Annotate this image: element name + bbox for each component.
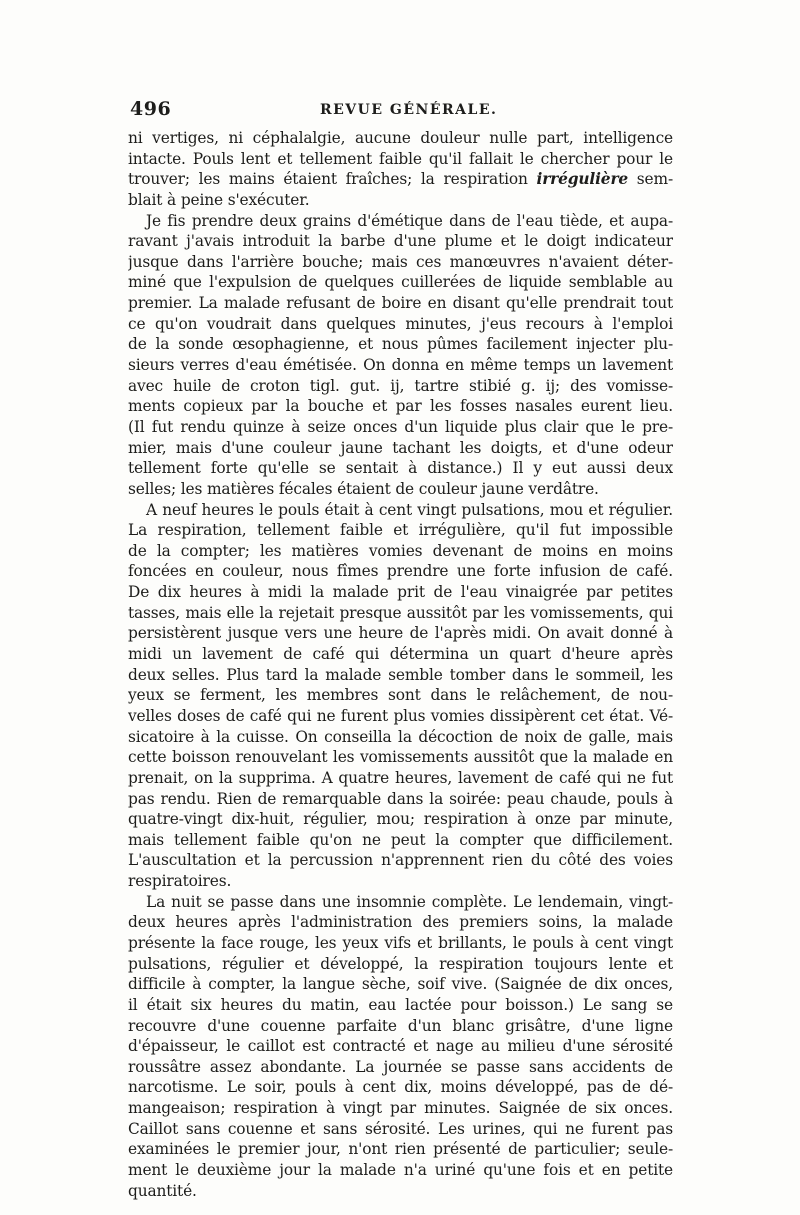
text-line-content: respiratoires. bbox=[128, 872, 232, 891]
running-head: REVUE GÉNÉRALE. bbox=[320, 102, 498, 118]
text-line-content: blait à peine s'exécuter. bbox=[128, 190, 310, 209]
text-line-content: mais tellement faible qu'on ne peut la compter que difficilement. bbox=[128, 830, 673, 849]
text-line-content: ments copieux par la bouche et par les fosses nasales eurent lieu. bbox=[128, 397, 673, 416]
text-line-content: d'épaisseur, le caillot est contracté et nage au milieu d'une sérosité bbox=[128, 1037, 673, 1056]
text-line bbox=[128, 603, 673, 624]
text-line bbox=[128, 809, 673, 830]
text-line bbox=[128, 438, 673, 459]
text-line bbox=[128, 665, 673, 686]
text-line-content: pas rendu. Rien de remarquable dans la soirée: peau chaude, pouls à bbox=[128, 789, 673, 808]
text-line bbox=[128, 128, 673, 149]
text-line bbox=[128, 912, 673, 933]
text-line bbox=[128, 1057, 673, 1078]
text-line bbox=[128, 768, 673, 789]
text-line-content: il était six heures du matin, eau lactée pour boisson.) Le sang se bbox=[128, 995, 673, 1014]
text-line bbox=[128, 850, 673, 871]
text-line bbox=[128, 541, 673, 562]
text-line-content: velles doses de café qui ne furent plus vomies dissipèrent cet état. Vé- bbox=[128, 706, 673, 725]
text-line-content: De dix heures à midi la malade prit de l'eau vinaigrée par petites bbox=[128, 583, 673, 602]
text-line-content: quatre-vingt dix-huit, régulier, mou; respiration à onze par minute, bbox=[128, 810, 673, 829]
text-line-content: (Il fut rendu quinze à seize onces d'un liquide plus clair que le pre- bbox=[128, 417, 673, 436]
text-line bbox=[128, 747, 673, 768]
text-line-content: premier. La malade refusant de boire en disant qu'elle prendrait tout bbox=[128, 294, 673, 313]
text-line bbox=[128, 190, 673, 211]
text-line-content: prenait, on la supprima. A quatre heures, lavement de café qui ne fut bbox=[128, 768, 673, 787]
text-line bbox=[128, 417, 673, 438]
text-line bbox=[128, 561, 673, 582]
text-line-content: pulsations, régulier et développé, la respiration toujours lente et bbox=[128, 954, 673, 973]
text-line bbox=[128, 1181, 673, 1202]
text-line-content: difficile à compter, la langue sèche, soif vive. (Saignée de dix onces, bbox=[128, 975, 673, 994]
italic-emphasis: irrégulière bbox=[536, 170, 629, 189]
text-line-content: ravant j'avais introduit la barbe d'une plume et le doigt indicateur bbox=[128, 232, 673, 251]
text-line bbox=[128, 706, 673, 727]
text-line bbox=[128, 293, 673, 314]
text-line bbox=[128, 789, 673, 810]
text-line bbox=[128, 458, 673, 479]
text-line bbox=[128, 933, 673, 954]
text-line-content: midi un lavement de café qui détermina un quart d'heure après bbox=[128, 645, 673, 664]
text-line bbox=[128, 644, 673, 665]
text-line bbox=[128, 396, 673, 417]
text-line bbox=[128, 355, 673, 376]
text-line bbox=[128, 314, 673, 335]
page-number: 496 bbox=[130, 98, 172, 120]
text-line bbox=[128, 231, 673, 252]
text-line bbox=[128, 479, 673, 500]
text-line bbox=[128, 169, 673, 190]
text-line bbox=[128, 252, 673, 273]
text-line-content: ment le deuxième jour la malade n'a uriné qu'une fois et en petite bbox=[128, 1161, 673, 1180]
body-text bbox=[128, 128, 673, 1201]
text-line-content: recouvre d'une couenne parfaite d'un blanc grisâtre, d'une ligne bbox=[128, 1016, 673, 1035]
text-line-content: persistèrent jusque vers une heure de l'après midi. On avait donné à bbox=[128, 624, 673, 643]
text-line bbox=[128, 1160, 673, 1181]
text-line bbox=[128, 727, 673, 748]
text-line bbox=[128, 582, 673, 603]
text-line bbox=[128, 974, 673, 995]
text-line-content: examinées le premier jour, n'ont rien présenté de particulier; seule- bbox=[128, 1140, 673, 1159]
text-line-content: ce qu'on voudrait dans quelques minutes, j'eus recours à l'emploi bbox=[128, 314, 673, 333]
text-line bbox=[128, 500, 673, 521]
text-line-content: tellement forte qu'elle se sentait à distance.) Il y eut aussi deux bbox=[128, 459, 673, 478]
text-line-content: narcotisme. Le soir, pouls à cent dix, moins développé, pas de dé- bbox=[128, 1078, 673, 1097]
text-line-content: cette boisson renouvelant les vomissements aussitôt que la malade en bbox=[128, 748, 673, 767]
text-line-content: miné que l'expulsion de quelques cuillerées de liquide semblable au bbox=[128, 273, 673, 292]
text-line-content: yeux se ferment, les membres sont dans le relâchement, de nou- bbox=[128, 686, 673, 705]
text-line bbox=[128, 149, 673, 170]
text-line-content: sicatoire à la cuisse. On conseilla la décoction de noix de galle, mais bbox=[128, 727, 673, 746]
text-line-content: L'auscultation et la percussion n'apprennent rien du côté des voies bbox=[128, 851, 673, 870]
text-line bbox=[128, 376, 673, 397]
text-line-content: Je fis prendre deux grains d'émétique dans de l'eau tiède, et aupa- bbox=[146, 211, 673, 230]
text-line bbox=[128, 272, 673, 293]
text-line-content: présente la face rouge, les yeux vifs et brillants, le pouls à cent vingt bbox=[128, 933, 673, 952]
text-line bbox=[128, 1098, 673, 1119]
text-line bbox=[128, 892, 673, 913]
text-line-content: selles; les matières fécales étaient de couleur jaune verdâtre. bbox=[128, 479, 599, 498]
text-line-content: La respiration, tellement faible et irrégulière, qu'il fut impossible bbox=[128, 521, 673, 540]
text-line-content: mangeaison; respiration à vingt par minutes. Saignée de six onces. bbox=[128, 1099, 673, 1118]
text-line bbox=[128, 520, 673, 541]
text-line-content: jusque dans l'arrière bouche; mais ces manœuvres n'avaient déter- bbox=[128, 252, 673, 271]
text-line bbox=[128, 211, 673, 232]
text-line bbox=[128, 830, 673, 851]
text-line-content: de la sonde œsophagienne, et nous pûmes facilement injecter plu- bbox=[128, 335, 673, 354]
text-line bbox=[128, 871, 673, 892]
text-line-content: foncées en couleur, nous fîmes prendre une forte infusion de café. bbox=[128, 562, 673, 581]
text-line-content: sieurs verres d'eau émétisée. On donna en même temps un lavement bbox=[128, 356, 673, 375]
text-line-content: roussâtre assez abondante. La journée se passe sans accidents de bbox=[128, 1057, 673, 1076]
text-line-continuation: sem- bbox=[628, 170, 673, 189]
text-line-content: deux selles. Plus tard la malade semble tomber dans le sommeil, les bbox=[128, 665, 673, 684]
text-line bbox=[128, 1139, 673, 1160]
text-line-content: quantité. bbox=[128, 1181, 197, 1200]
text-line-content: mier, mais d'une couleur jaune tachant les doigts, et d'une odeur bbox=[128, 438, 673, 457]
text-line-content: A neuf heures le pouls était à cent vingt pulsations, mou et régulier. bbox=[146, 500, 673, 519]
text-line-content: intacte. Pouls lent et tellement faible qu'il fallait le chercher pour le bbox=[128, 149, 673, 168]
text-line-content: tasses, mais elle la rejetait presque aussitôt par les vomissements, qui bbox=[128, 603, 673, 622]
text-line-content: avec huile de croton tigl. gut. ij, tartre stibié g. ij; des vomisse- bbox=[128, 376, 673, 395]
text-line bbox=[128, 1036, 673, 1057]
text-line bbox=[128, 1016, 673, 1037]
text-line-content: ni vertiges, ni céphalalgie, aucune douleur nulle part, intelligence bbox=[128, 129, 673, 147]
text-line-content: deux heures après l'administration des premiers soins, la malade bbox=[128, 913, 673, 932]
text-line-content: Caillot sans couenne et sans sérosité. Les urines, qui ne furent pas bbox=[128, 1119, 673, 1138]
text-line bbox=[128, 1077, 673, 1098]
text-line bbox=[128, 995, 673, 1016]
text-line bbox=[128, 954, 673, 975]
text-line-content: trouver; les mains étaient fraîches; la respiration bbox=[128, 170, 537, 189]
text-line bbox=[128, 334, 673, 355]
text-line-content: La nuit se passe dans une insomnie complète. Le lendemain, vingt- bbox=[146, 892, 673, 911]
text-line bbox=[128, 623, 673, 644]
text-line-content: de la compter; les matières vomies devenant de moins en moins bbox=[128, 541, 673, 560]
page-header bbox=[130, 98, 672, 124]
text-line bbox=[128, 685, 673, 706]
text-line bbox=[128, 1119, 673, 1140]
